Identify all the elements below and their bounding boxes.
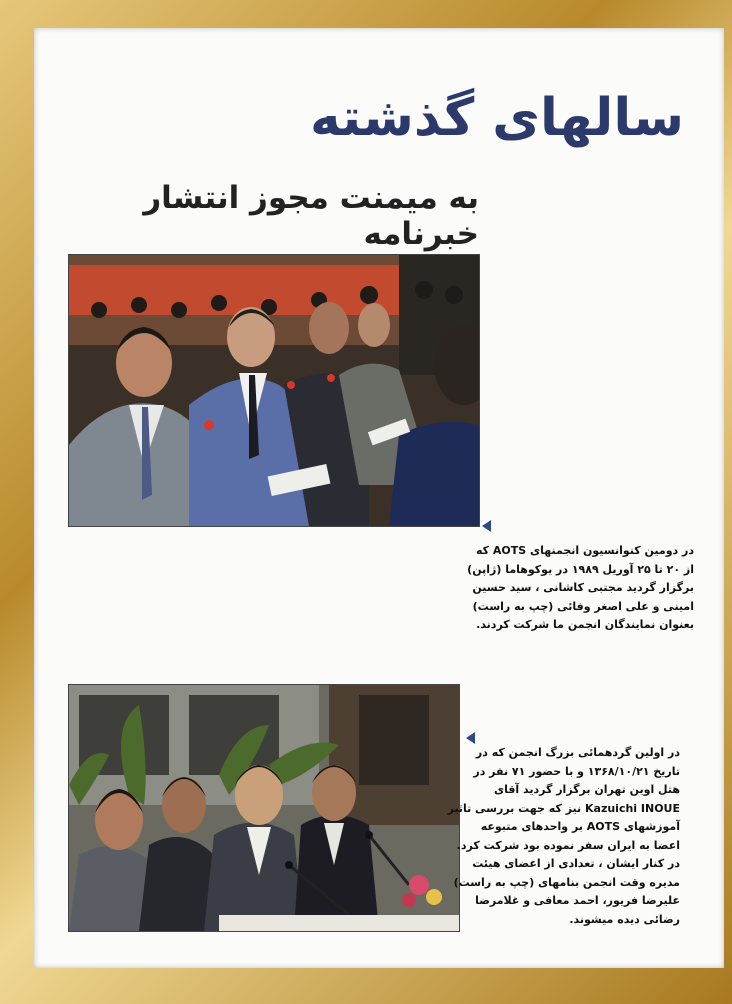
caption-line: در دومین کنوانسیون انجمنهای AOTS که: [475, 544, 694, 557]
caption-line: از ۲۰ تا ۲۵ آوریل ۱۹۸۹ در یوکوهاما (ژاپن): [467, 562, 694, 576]
caption-line: برگزار گردید مجتبی کاشانی ، سید حسین: [472, 581, 694, 594]
caption-line: آموزشهای AOTS بر واحدهای متبوعه: [480, 820, 680, 833]
page-subtitle: به میمنت مجوز انتشار خبرنامه: [143, 180, 479, 252]
caption-marker-icon: [482, 520, 491, 532]
gathering-caption: [444, 744, 680, 929]
caption-line: در اولین گردهمائی بزرگ انجمن که در: [475, 746, 680, 759]
caption-line: امینی و علی اصغر وفائی (چپ به راست): [472, 599, 694, 613]
caption-line: بعنوان نمایندگان انجمن ما شرکت کردند.: [476, 618, 694, 631]
caption-line: در کنار ایشان ، تعدادی از اعضای هیئت: [472, 857, 680, 870]
caption-line: Kazuichi INOUE نیز که جهت بررسی تاثیر: [447, 801, 680, 815]
magazine-page: [34, 28, 724, 968]
convention-caption: [464, 542, 694, 635]
caption-line: هتل اوین تهران برگزار گردید آقای: [494, 783, 680, 796]
caption-line: رضائی دیده میشوند.: [569, 912, 680, 926]
gathering-photo: [68, 684, 460, 932]
caption-line: اعضا به ایران سفر نموده بود شرکت کرد.: [456, 838, 680, 852]
page-title: سالهای گذشته: [310, 88, 684, 148]
caption-marker-icon: [466, 732, 475, 744]
convention-photo: [68, 254, 480, 527]
caption-line: مدیره وقت انجمن بنامهای (چپ به راست): [453, 875, 680, 889]
caption-line: تاریخ ۱۳۶۸/۱۰/۲۱ و با حضور ۷۱ نفر در: [473, 764, 680, 778]
caption-line: علیرضا فریور، احمد معافی و غلامرضا: [475, 894, 680, 907]
